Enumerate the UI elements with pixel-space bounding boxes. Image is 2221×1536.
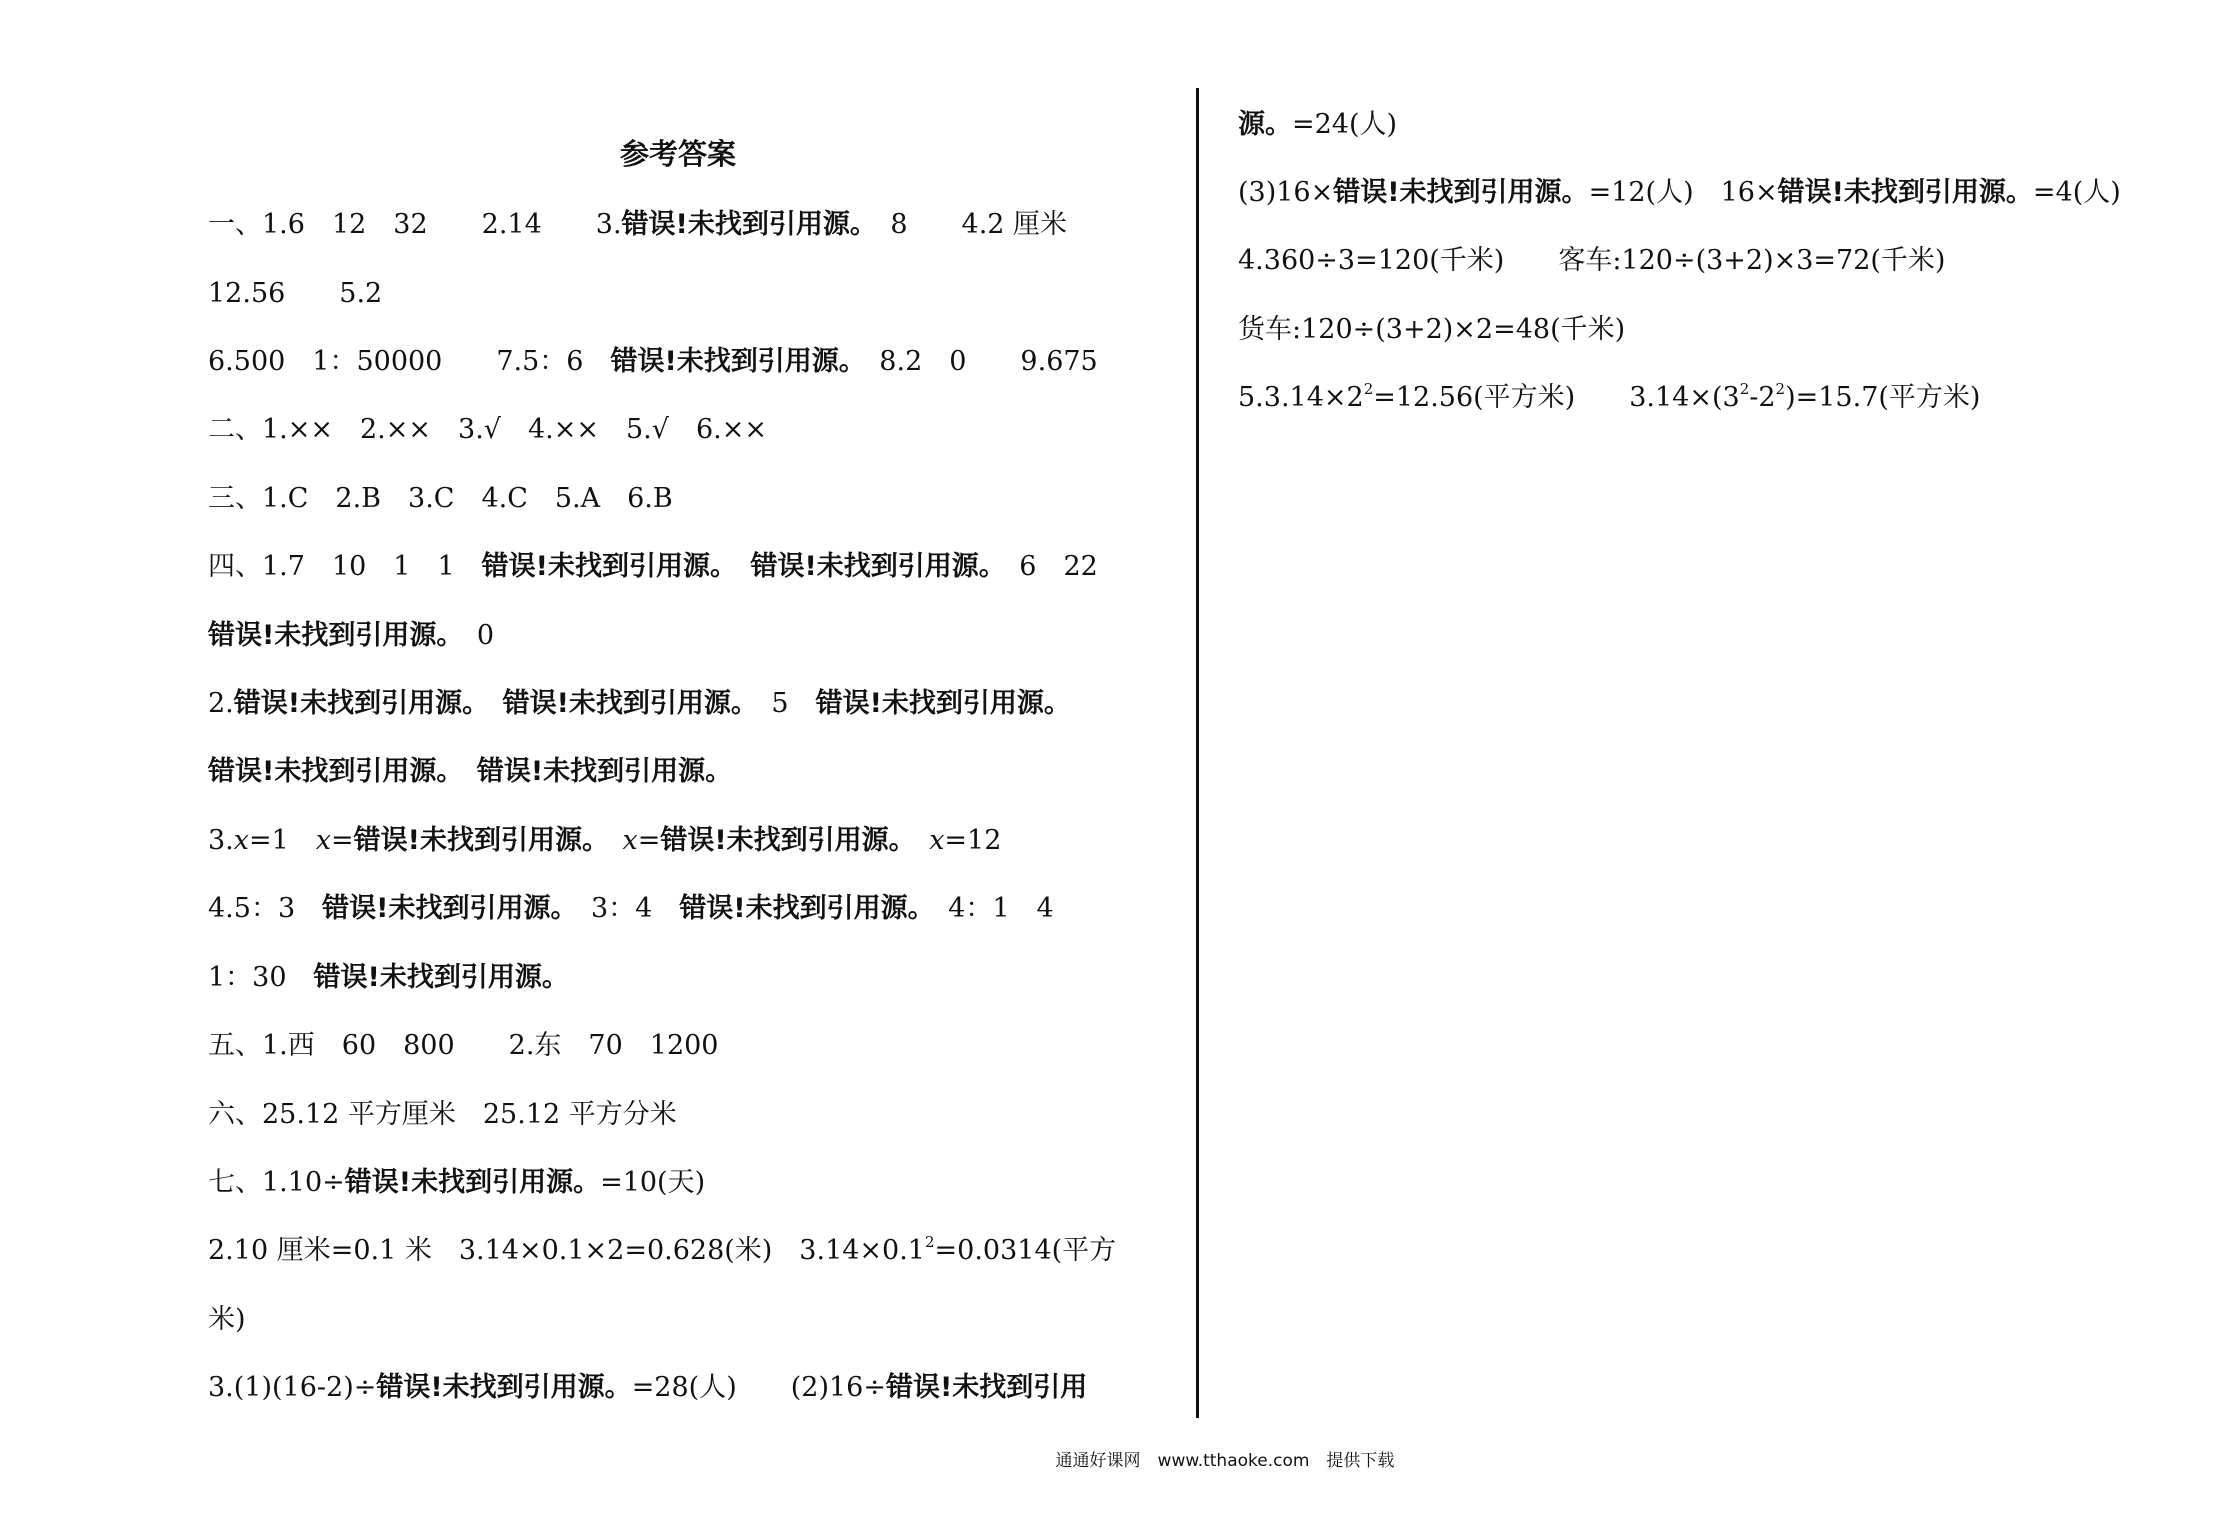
text: 5 <box>744 688 816 719</box>
answer-line-11 <box>208 889 1054 929</box>
superscript: 2 <box>1775 380 1786 398</box>
error-ref: 错误!未找到引用源。 <box>679 893 922 924</box>
answer-line-8 <box>208 684 1071 724</box>
answer-line-r3: 4.360÷3=120(千米) 客车:120÷(3+2)×3=72(千米) <box>1238 245 1946 276</box>
error-ref: 错误!未找到引用 <box>885 1372 1088 1403</box>
error-ref: 错误!未找到引用源。 <box>376 1372 632 1403</box>
text: =24(人) <box>1292 109 1398 140</box>
text: 1：30 <box>208 962 314 993</box>
answer-line-4: 二、1.×× 2.×× 3.√ 4.×× 5.√ 6.×× <box>208 414 767 445</box>
text: =12 <box>944 825 1002 856</box>
text: -2 <box>1749 382 1776 413</box>
error-ref: 错误!未找到引用源。 <box>353 825 596 856</box>
answer-line-r2 <box>1238 173 2121 213</box>
column-divider <box>1196 88 1199 1418</box>
error-ref: 源。 <box>1238 109 1292 140</box>
page-title: 参考答案 <box>620 137 737 171</box>
text: 8.2 0 9.675 <box>852 346 1098 377</box>
var-x: x <box>315 825 332 856</box>
text: =12.56(平方米) 3.14×(3 <box>1373 382 1740 413</box>
error-ref: 错误!未找到引用源。 <box>502 688 745 719</box>
superscript: 2 <box>1739 380 1750 398</box>
text: 5.3.14×2 <box>1238 382 1364 413</box>
text: (3)16× <box>1238 177 1334 208</box>
answer-line-5: 三、1.C 2.B 3.C 4.C 5.A 6.B <box>208 483 673 514</box>
answer-line-12 <box>208 958 569 998</box>
answer-line-6 <box>208 547 1098 587</box>
answer-line-16 <box>208 1231 1116 1271</box>
error-ref: 错误!未找到引用源。 <box>322 893 564 924</box>
text: 四、1.7 10 1 1 <box>208 551 482 582</box>
answer-line-1 <box>208 205 1067 245</box>
error-ref: 错误!未找到引用源。 <box>313 962 569 993</box>
var-x: x <box>929 825 945 856</box>
text: 8 4.2 厘米 <box>863 209 1068 240</box>
text: 3. <box>208 825 234 856</box>
error-ref: 错误!未找到引用源。 <box>660 825 903 856</box>
answer-line-13: 五、1.西 60 800 2.东 70 1200 <box>208 1030 719 1061</box>
text: 0 <box>449 620 495 651</box>
error-ref: 错误!未找到引用源。 <box>233 688 476 719</box>
footer-credit: 通通好课网 www.tthaoke.com 提供下载 <box>1055 1451 1395 1471</box>
text: =4(人) <box>2032 177 2121 208</box>
answer-line-2: 12.56 5.2 <box>208 278 383 309</box>
answer-line-18 <box>208 1368 1087 1408</box>
text: 七、1.10÷ <box>208 1167 345 1198</box>
answer-line-r5 <box>1238 378 1980 418</box>
text: =1 <box>249 825 316 856</box>
error-ref: 错误!未找到引用源。 <box>344 1167 601 1198</box>
text: 6.500 1：50000 7.5：6 <box>208 346 611 377</box>
error-ref: 错误!未找到引用源。 <box>476 756 733 787</box>
text: 4：1 4 <box>921 893 1054 924</box>
text: 3：4 <box>563 893 680 924</box>
superscript: 2 <box>925 1233 935 1251</box>
answer-line-14: 六、25.12 平方厘米 25.12 平方分米 <box>208 1099 677 1130</box>
answer-line-10 <box>208 821 1001 861</box>
var-x: x <box>233 825 249 856</box>
error-ref: 错误!未找到引用源。 <box>208 620 450 651</box>
text: = <box>637 825 661 856</box>
answer-line-r1 <box>1238 105 1397 145</box>
error-ref: 错误!未找到引用源。 <box>750 551 993 582</box>
answer-line-r4: 货车:120÷(3+2)×2=48(千米) <box>1238 314 1626 345</box>
text: 一、1.6 12 32 2.14 3. <box>208 209 622 240</box>
text: =28(人) (2)16÷ <box>631 1372 886 1403</box>
text: 6 22 <box>992 551 1098 582</box>
error-ref: 错误!未找到引用源。 <box>621 209 864 240</box>
text: =12(人) 16× <box>1588 177 1778 208</box>
text: 4.5：3 <box>208 893 323 924</box>
text: =10(天) <box>600 1167 706 1198</box>
error-ref: 错误!未找到引用源。 <box>1333 177 1589 208</box>
text: )=15.7(平方米) <box>1785 382 1981 413</box>
error-ref: 错误!未找到引用源。 <box>481 551 724 582</box>
text: 2. <box>208 688 234 719</box>
error-ref: 错误!未找到引用源。 <box>208 756 450 787</box>
answer-line-15 <box>208 1163 705 1203</box>
text: =0.0314(平方 <box>934 1235 1117 1266</box>
superscript: 2 <box>1363 380 1374 398</box>
error-ref: 错误!未找到引用源。 <box>610 346 853 377</box>
var-x: x <box>622 825 638 856</box>
answer-line-3 <box>208 342 1098 382</box>
answer-line-17: 米) <box>208 1304 246 1335</box>
answer-line-7 <box>208 616 494 656</box>
error-ref: 错误!未找到引用源。 <box>815 688 1071 719</box>
error-ref: 错误!未找到引用源。 <box>1777 177 2033 208</box>
answer-line-9 <box>208 752 732 792</box>
text: 3.(1)(16-2)÷ <box>208 1372 377 1403</box>
text: 2.10 厘米=0.1 米 3.14×0.1×2=0.628(米) 3.14×0.1 <box>208 1235 925 1266</box>
text: = <box>331 825 354 856</box>
